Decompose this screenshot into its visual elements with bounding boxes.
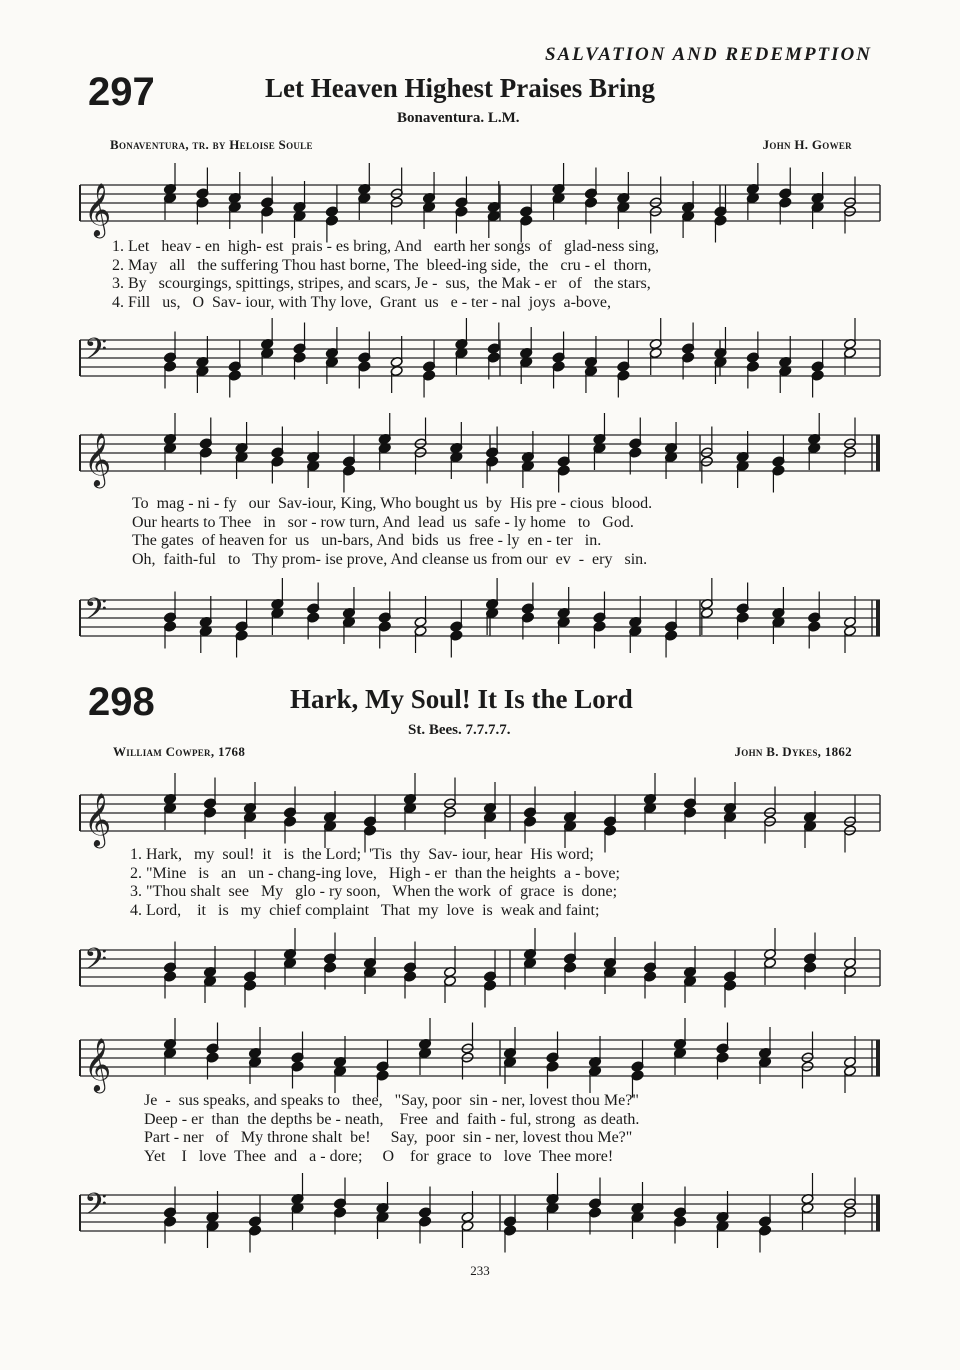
lyric-line: 4. Fill us, O Sav- iour, with Thy love, Grant us e - ter - nal joys a-bove,: [112, 293, 611, 311]
bass-staff: [80, 940, 880, 1000]
lyric-line: 3. "Thou shalt see My glo - ry soon, When the work of grace is done;: [130, 883, 618, 900]
svg-text:𝄞: 𝄞: [84, 792, 112, 846]
svg-text:𝄞: 𝄞: [84, 432, 112, 486]
lyric-line: 3. By scourgings, spittings, stripes, and scars, Je - sus, the Mak - er of the stars,: [112, 275, 651, 292]
words-credit: Bonaventura, tr. by Heloise Soule: [110, 137, 313, 152]
lyric-line: 1. Let heav - en high- est prais - es bring, And earth her songs of glad-ness sing,: [112, 238, 659, 255]
treble-staff: [80, 785, 880, 845]
svg-text:𝄞: 𝄞: [84, 182, 112, 236]
section-heading: SALVATION AND REDEMPTION: [544, 44, 872, 65]
lyric-line: Yet I love Thee and a - dore; O for grace to love Thee more!: [144, 1147, 614, 1165]
lyric-line: 4. Lord, it is my chief complaint That my love is weak and faint;: [130, 901, 600, 919]
treble-staff: [80, 425, 880, 485]
hymn-number: 298: [88, 680, 155, 724]
lyric-line: Deep - er than the depths be - neath, Free and faith - ful, strong as death.: [144, 1110, 640, 1128]
lyric-line: Our hearts to Thee in sor - row turn, And lead us safe - ly home to God.: [132, 513, 634, 531]
lyric-line: The gates of heaven for us un-bars, And bids us free - ly en - ter in.: [132, 532, 602, 549]
music-credit: John H. Gower: [762, 137, 852, 152]
svg-text:𝄢: 𝄢: [84, 333, 108, 374]
treble-staff: [80, 175, 880, 235]
words-credit: William Cowper, 1768: [113, 744, 246, 759]
lyrics-block: [144, 1092, 639, 1166]
hymn-title: Hark, My Soul! It Is the Lord: [290, 684, 633, 714]
lyric-line: To mag - ni - fy our Sav-iour, King, Who bought us by His pre - cious blood.: [132, 495, 653, 512]
svg-text:𝄢: 𝄢: [84, 1188, 108, 1229]
tune-name: St. Bees. 7.7.7.7.: [408, 722, 511, 738]
lyrics-block: [132, 495, 652, 569]
lyric-line: Oh, faith-ful to Thy prom- ise prove, And cleanse us from our ev - ery sin.: [132, 550, 648, 568]
bass-staff: [80, 590, 880, 650]
hymn-number: 297: [88, 70, 155, 114]
tune-name: Bonaventura. L.M.: [397, 110, 520, 126]
lyrics-block: [112, 238, 659, 312]
lyric-line: Part - ner of My throne shalt be! Say, poor sin - ner, lovest thou Me?": [144, 1129, 633, 1146]
bass-staff: [80, 1185, 880, 1245]
svg-text:𝄞: 𝄞: [84, 1037, 112, 1091]
lyric-line: 2. May all the suffering Thou hast borne, The bleed-ing side, the cru - el thorn,: [112, 256, 652, 274]
lyric-line: Je - sus speaks, and speaks to thee, "Say, poor sin - ner, lovest thou Me?": [144, 1092, 639, 1109]
music-credit: John B. Dykes, 1862: [734, 744, 852, 759]
svg-text:𝄢: 𝄢: [84, 943, 108, 984]
bass-staff: [80, 330, 880, 390]
lyric-line: 1. Hark, my soul! it is the Lord; 'Tis thy Sav- iour, hear His word;: [130, 846, 594, 863]
svg-text:𝄢: 𝄢: [84, 593, 108, 634]
treble-staff: [80, 1030, 880, 1090]
hymn-title: Let Heaven Highest Praises Bring: [265, 73, 655, 103]
page-number: 233: [470, 1263, 490, 1278]
lyric-line: 2. "Mine is an un - chang-ing love, High - er than the heights a - bove;: [130, 864, 620, 882]
lyrics-block: [130, 846, 620, 920]
